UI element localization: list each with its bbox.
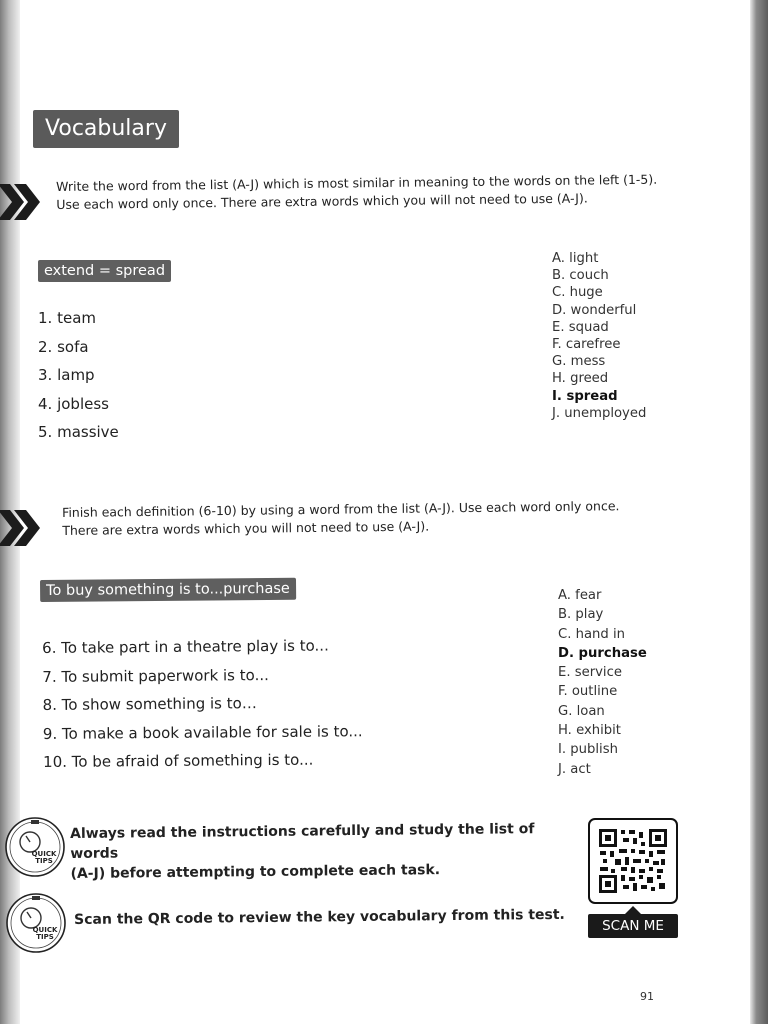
task2-option-list	[558, 586, 647, 779]
section-title: Vocabulary	[33, 110, 179, 148]
task1-instruction-line1: Write the word from the list (A-J) which is most similar in meaning to the words on the left (1-5).	[56, 171, 658, 194]
question-item: 2. sofa	[38, 337, 89, 356]
question-item: 4. jobless	[38, 394, 109, 413]
question-item: 1. team	[38, 309, 96, 327]
question-item: 8. To show something is to…	[42, 694, 257, 714]
tip1-line2: (A-J) before attempting to complete each task.	[70, 862, 441, 882]
option-item: C. huge	[552, 285, 603, 301]
task2-instruction-line2: There are extra words which you will not need to use (A-J).	[62, 518, 430, 538]
task1-instructions	[56, 170, 716, 214]
option-item: C. hand in	[558, 626, 625, 642]
qr-code[interactable]	[598, 828, 668, 894]
qr-code-frame	[588, 818, 678, 904]
option-item: G. loan	[558, 703, 605, 719]
option-item: G. mess	[552, 354, 606, 370]
tip-icon-label-bottom: TIPS	[35, 857, 53, 865]
tip-icon-label-top: QUICK	[32, 926, 58, 934]
task1-example: extend = spread	[38, 260, 171, 282]
option-item: A. light	[552, 251, 599, 266]
page-number: 91	[640, 990, 654, 1003]
question-item: 10. To be afraid of something is to...	[43, 750, 314, 771]
task2-instructions	[62, 496, 702, 540]
option-item-highlighted: I. spread	[552, 388, 618, 404]
scan-me-button[interactable]: SCAN ME	[588, 914, 678, 938]
task1-question-list	[38, 304, 119, 447]
task1-instruction-line2: Use each word only once. There are extra words which you will not need to use (A-J).	[56, 190, 588, 212]
question-item: 3. lamp	[38, 366, 95, 384]
question-item: 7. To submit paperwork is to...	[42, 665, 269, 686]
tip1-line1: Always read the instructions carefully and study the list of words	[70, 821, 535, 862]
option-item: J. unemployed	[552, 405, 647, 421]
option-item-highlighted: D. purchase	[558, 645, 647, 661]
option-item: D. wonderful	[552, 302, 637, 318]
quick-tips-stopwatch-icon	[5, 892, 67, 954]
double-chevron-icon	[0, 182, 44, 222]
task2-instruction-line1: Finish each definition (6-10) by using a word from the list (A-J). Use each word only once.	[62, 498, 620, 520]
double-chevron-icon	[0, 508, 44, 548]
question-item: 5. massive	[38, 423, 119, 441]
option-item: E. squad	[552, 319, 609, 335]
tip2-text: Scan the QR code to review the key vocabulary from this test.	[74, 906, 565, 928]
tip1-text	[70, 819, 571, 884]
option-item: F. carefree	[552, 336, 621, 352]
tip-icon-label-top: QUICK	[31, 850, 57, 858]
quick-tips-stopwatch-icon	[4, 816, 66, 878]
tip-icon-label-bottom: TIPS	[36, 933, 54, 941]
option-item: E. service	[558, 665, 622, 681]
task2-example: To buy something is to...purchase	[40, 578, 296, 602]
option-item: H. greed	[552, 371, 609, 387]
option-item: A. fear	[558, 588, 602, 603]
scan-edge-right	[750, 0, 768, 1024]
task1-option-list	[552, 250, 646, 422]
option-item: H. exhibit	[558, 723, 621, 739]
scan-me-pointer	[625, 906, 641, 914]
task2-question-list	[42, 631, 363, 776]
question-item: 9. To make a book available for sale is to...	[42, 721, 363, 743]
option-item: J. act	[558, 761, 591, 777]
option-item: I. publish	[558, 742, 618, 758]
option-item: F. outline	[558, 684, 618, 700]
question-item: 6. To take part in a theatre play is to...	[42, 636, 329, 657]
option-item: B. play	[558, 607, 604, 623]
option-item: B. couch	[552, 268, 609, 284]
